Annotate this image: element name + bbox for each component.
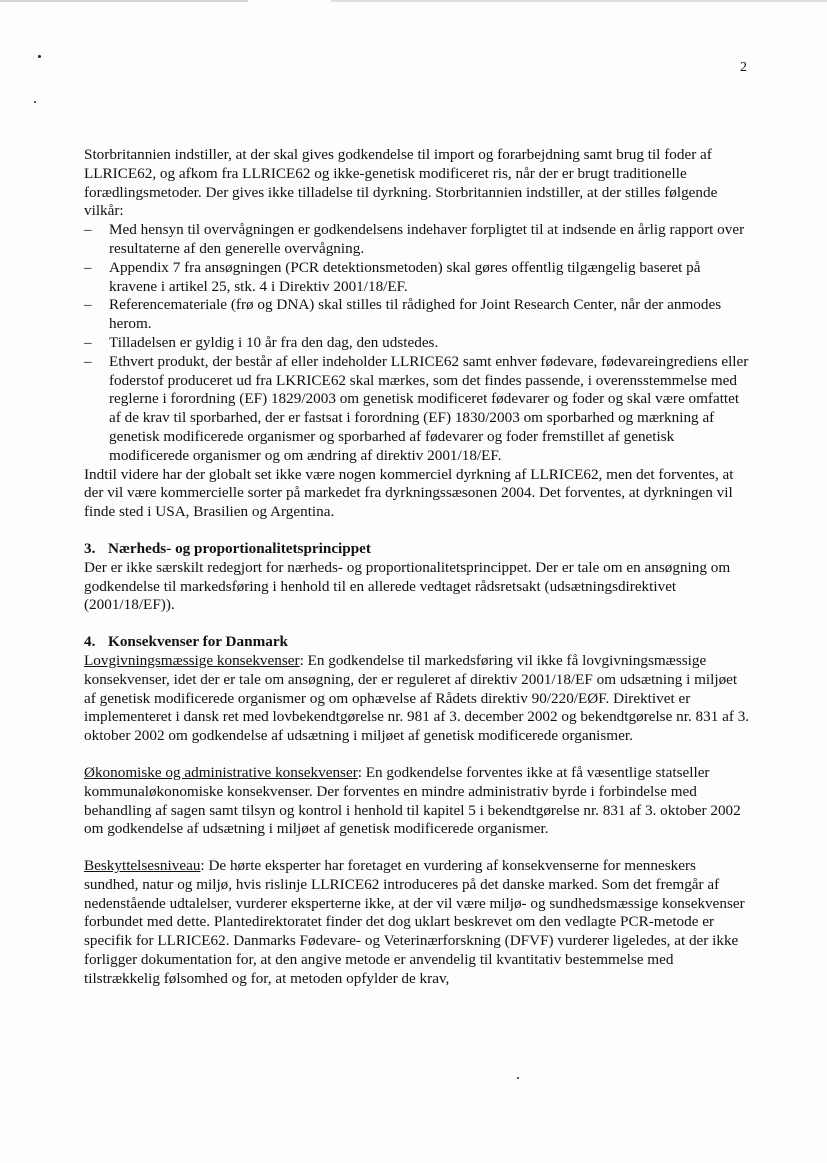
scan-speck [38, 55, 41, 58]
condition-item: – Referencemateriale (frø og DNA) skal stilles til rådighed for Joint Research Center, når der anmodes herom. [84, 296, 750, 334]
legal-consequences-paragraph [84, 652, 750, 746]
legal-consequences-label: Lovgivningsmæssige konsekvenser [84, 651, 300, 669]
section-4-title: Konsekvenser for Danmark [108, 633, 289, 651]
condition-item: – Tilladelsen er gyldig i 10 år fra den dag, den udstedes. [84, 334, 750, 353]
condition-item: – Med hensyn til overvågningen er godkendelsens indehaver forpligtet til at indsende en årlig rapport over resultaterne af den generelle overvågning. [84, 221, 750, 259]
scan-edge [0, 0, 827, 2]
legal-consequences-text: : En godkendelse til markedsføring vil ikke få lovgivningsmæssige konsekvenser, idet der er tale om ansøgning, der er reguleret af direktiv 2001/18/EF om udsætning i miljøet af genetisk modificerede organismer og om ophævelse af Rådets direktiv 90/220/EØF. Direktivet er implementeret i dansk ret med lovbekendtgørelse nr. 981 af 3. december 2002 og bekendtgørelse nr. 831 af 3. oktober 2002 om godkendelse af udsætning i miljøet af genetisk modificerede organismer. [84, 651, 750, 745]
section-3-text: Der er ikke særskilt redegjort for nærheds- og proportionalitetsprincippet. Der er tale om en ansøgning om godkendelse til markedsføring i henhold til en allerede vedtaget rådsretsakt (udsætningsdirektivet (2001/18/EF)). [84, 558, 731, 614]
section-3-heading [84, 540, 750, 559]
document-body [84, 146, 750, 989]
section-4-number: 4. [84, 633, 96, 651]
intro-paragraph: Storbritannien indstiller, at der skal gives godkendelse til import og forarbejdning samt brug til foder af LLRICE62, og afkom fra LLRICE62 og ikke-genetisk modificeret ris, når der er brugt traditionelle forædlingsmetoder. Der gives ikke tilladelse til dyrkning. Storbritannien indstiller, at der stilles følgende vilkår: [84, 146, 718, 220]
cultivation-paragraph: Indtil videre har der globalt set ikke være nogen kommerciel dyrkning af LLRICE62, men det forventes, at der vil være kommercielle sorter på markedet fra dyrkningssæsonen 2004. Det forventes, at dyrkningen vil finde sted i USA, Brasilien og Argentina. [84, 465, 734, 521]
protection-level-text: : De hørte eksperter har foretaget en vurdering af konsekvenserne for menneskers sundhed, natur og miljø, hvis rislinje LLRICE62 introduceres på det danske marked. Som det fremgår af nedenstående udtalelser, vurderer eksperterne ikke, at der vil være miljø- og sundhedsmæssige konsekvenser forbundet med dette. Plantedirektoratet finder det dog uklart beskrevet om den vedlagte PCR-metode er specifik for LLRICE62. Danmarks Fødevare- og Veterinærforskning (DFVF) vurderer ligeledes, at der ikke forligger dokumentation for, at den angive metode er anvendelig til kvantitativ bestemmelse med tilstrækkelig følsomhed og for, at metoden opfylder de krav, [84, 857, 745, 987]
economic-consequences-label: Økonomiske og administrative konsekvenser [84, 763, 358, 781]
scan-speck [34, 101, 36, 103]
section-4-heading [84, 633, 750, 652]
protection-level-paragraph [84, 857, 750, 989]
page-number: 2 [740, 60, 747, 75]
scan-speck [517, 1077, 519, 1079]
economic-consequences-text: : En godkendelse forventes ikke at få væsentlige statseller kommunaløkonomiske konsekvenser. Der forventes en mindre administrativ byrde i forbindelse med behandling af sagen samt tilsyn og kontrol i henhold til kapitel 5 i bekendtgørelse nr. 831 af 3. oktober 2002 om godkendelse af udsætning i miljøet af genetisk modificerede organismer. [84, 763, 741, 838]
section-3-title: Nærheds- og proportionalitetsprincippet [108, 539, 371, 557]
condition-item: – Ethvert produkt, der består af eller indeholder LLRICE62 samt enhver fødevare, fødevareingrediens eller foderstof produceret ud fra LKRICE62 skal mærkes, som det findes passende, i overensstemmelse med reglerne i forordning (EF) 1829/2003 om genetisk modificeret fødevarer og foder og skal være omfattet af de krav til sporbarhed, der er fastsat i forordning (EF) 1830/2003 om sporbarhed og mærkning af genetisk modificerede organismer og sporbarhed af fødevarer og foder fremstillet af genetisk modificerede organismer og om ændring af direktiv 2001/18/EF. [84, 353, 750, 466]
protection-level-label: Beskyttelsesniveau [84, 857, 201, 875]
condition-item: – Appendix 7 fra ansøgningen (PCR detektionsmetoden) skal gøres offentlig tilgængelig baseret på kravene i artikel 25, stk. 4 i Direktiv 2001/18/EF. [84, 259, 750, 297]
conditions-list [84, 221, 750, 465]
section-3-number: 3. [84, 539, 96, 557]
economic-consequences-paragraph [84, 764, 750, 839]
